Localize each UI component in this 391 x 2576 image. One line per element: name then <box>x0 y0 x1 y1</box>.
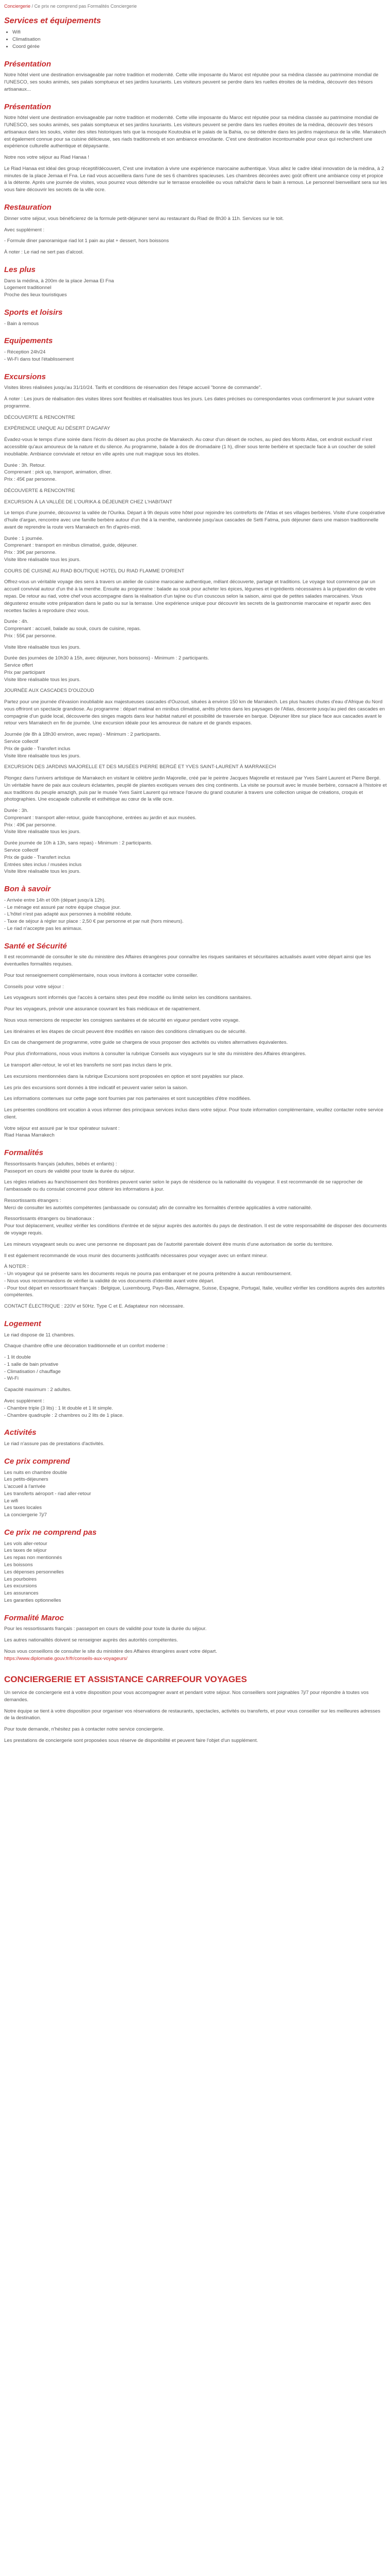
noncomprend-item: Les vols aller-retour <box>4 1540 47 1547</box>
sante-text: Pour plus d'informations, nous vous invitons à consulter la rubrique Conseils aux voyageurs sur le site du ministère des Affaires étrangères. <box>4 1051 306 1057</box>
bon-text: - Arrivée entre 14h et 00h (départ jusqu'à 12h). <box>4 897 106 903</box>
noncomprend-item: Les assurances <box>4 1590 39 1597</box>
services-list <box>12 29 387 50</box>
formalites-text: Ressortissants étrangers ou binationaux : <box>4 1216 94 1222</box>
excursion3-text: Durée journée de 10h à 13h, sans repas) - Minimum : 2 participants. <box>4 840 153 846</box>
formalites-text: Les règles relatives au franchissement des frontières peuvent varier selon le pays de résidence ou la nationalité du voyageur. Il est recommandé de se rapprocher de l'ambassade ou du consulat concerné pour obtenir les informations à jour. <box>4 1179 363 1193</box>
comprend-title: Ce prix comprend <box>4 1456 70 1466</box>
formalite-maroc-text: Nous vous conseillons de consulter le site du ministère des Affaires étrangères avant votre départ. <box>4 1648 217 1654</box>
presentation-section-2 <box>4 101 387 194</box>
sante-text: En cas de changement de programme, votre guide se chargera de vous proposer des activités ou visites alternatives équivalentes. <box>4 1040 288 1046</box>
nota-text: Riad Hanaa Marrakech <box>4 1132 55 1139</box>
excursions-text: DÉCOUVERTE & RENCONTRE <box>4 414 75 420</box>
presentation-title-1: Présentation <box>4 59 51 69</box>
restauration-section <box>4 202 387 256</box>
comprend-item: Les nuits en chambre double <box>4 1469 67 1476</box>
excursion3-text: Comprenant : transport aller-retour, guide francophone, entrées au jardin et aux musées. <box>4 815 197 821</box>
cours-text: Visite libre réalisable tous les jours. <box>4 676 81 683</box>
restauration-text: Dinner votre séjour, vous bénéficierez de la formule petit-déjeuner servi au restaurant du Riad de 8h30 à 11h. Services sur le toit. <box>4 215 284 222</box>
agafay-text: JOURNÉE AUX CASCADES D'OUZOUD <box>4 688 94 694</box>
formalites-text: Les mineurs voyageant seuls ou avec une personne ne disposant pas de l'autorité parentale doivent être munis d'une autorisation de sortie du territoire. <box>4 1241 333 1247</box>
cours-text: COURS DE CUISINE AU RIAD BOUTIQUE HOTEL DU RIAD FLAMME D'ORIENT <box>4 568 185 574</box>
activites-text: Le riad n'assure pas de prestations d'activités. <box>4 1441 105 1447</box>
comprend-item: La conciergerie 7j/7 <box>4 1512 47 1518</box>
restauration-text: - Formule diner panoramique riad lot 1 pain au plat + dessert, hors boissons <box>4 238 169 244</box>
sante-title: Santé et Sécurité <box>4 941 67 951</box>
restauration-text: À noter : Le riad ne sert pas d'alcool. <box>4 249 84 256</box>
restauration-title: Restauration <box>4 202 52 212</box>
sante-text: Il est recommandé de consulter le site du ministère des Affaires étrangères pour connaître les risques sanitaires et sécuritaires actualisés avant votre départ ainsi que les éventuelles formalités requises. <box>4 954 371 968</box>
cours-text: Service offert <box>4 663 33 669</box>
excursions-text: Le temps d'une journée, découvrez la vallée de l'Ourika. Départ à 9h depuis votre hôtel pour rejoindre les contreforts de l'Atlas et ses villages berbères. Visite d'une coopérative d'huile d'argan, rencontre avec une famille berbère autour d'un thé à la menthe, randonnée jusqu'aux cascades de Setti Fatma, puis déjeuner dans une maison traditionnelle avant de reprendre la route vers Marrakech en fin d'après-midi. <box>4 510 385 530</box>
noncomprend-item: Les dépenses personnelles <box>4 1569 64 1575</box>
excursions-text: EXPÉRIENCE UNIQUE AU DÉSERT D'AGAFAY <box>4 426 110 432</box>
services-title: Services et équipements <box>4 16 101 26</box>
noncomprend-title: Ce prix ne comprend pas <box>4 1528 97 1537</box>
logement-text: - Chambre quadruple : 2 chambres ou 2 lits de 1 place. <box>4 1412 124 1418</box>
excursion3-text: Entrées sites inclus / musées inclus <box>4 861 82 868</box>
excursions-text: Prix : 45€ par personne. <box>4 477 57 483</box>
activites-title: Activités <box>4 1428 37 1437</box>
agafay-text: Journée (de 8h à 18h30 environ, avec repas) - Minimum : 2 participants. <box>4 732 161 738</box>
sante-text: Les itinéraires et les étapes de circuit peuvent être modifiés en raison des conditions climatiques ou de sécurité. <box>4 1028 247 1035</box>
excursions-text: Durée : 1 journée. <box>4 535 44 541</box>
formalites-text: Pour tout déplacement, veuillez vérifier les conditions d'entrée et de séjour auprès des autorités du pays de destination. Il est de votre responsabilité de disposer des documents de voyage requis. <box>4 1223 387 1236</box>
conciergerie-text: Notre équipe se tient à votre disposition pour organiser vos réservations de restaurants, spectacles, activités ou transferts, et pour vous conseiller sur les meilleures adresses de la destination. <box>4 1708 381 1721</box>
logement-section <box>4 1318 387 1419</box>
agafay-text: Partez pour une journée d'évasion inoubliable aux majestueuses cascades d'Ouzoud, situées à environ 150 km de Marrakech. Les plus hautes chutes d'eau d'Afrique du Nord vous offriront un spectacle grandiose. Au programme : départ matinal en minibus climatisé, arrêts photos dans les paysages de l'Atlas, descente jusqu'au pied des cascades en compagnie d'un guide local, découverte des singes magots dans leur habitat naturel et possibilité de traversée en barque. Déjeuner libre sur place face aux cascades avant le retour vers Marrakech en fin de journée. Une excursion idéale pour les amoureux de nature et de grands espaces. <box>4 699 385 726</box>
noncomprend-section <box>4 1527 387 1604</box>
noncomprend-item: Les repas non mentionnés <box>4 1555 62 1561</box>
sante-section <box>4 941 387 1058</box>
conciergerie-section <box>4 1673 387 1744</box>
equipements-section <box>4 335 387 363</box>
bon-title: Bon à savoir <box>4 885 51 894</box>
formalites-text: Passeport en cours de validité pour toute la durée du séjour. <box>4 1168 135 1174</box>
excursions-text: Durée : 3h. Retour. <box>4 462 46 468</box>
formalites-title: Formalités <box>4 1148 43 1158</box>
service-item-climatisation: • Climatisation <box>12 36 387 43</box>
logement-text: Avec supplément : <box>4 1398 44 1404</box>
presentation-section-1 <box>4 59 387 93</box>
breadcrumb-separator: / <box>30 4 35 9</box>
excursions-text: Comprenant : transport en minibus climatisé, guide, déjeuner. <box>4 543 138 549</box>
presentation-text: Notre hôtel vient une destination envisageable par notre tradition et modernité. Cette ville imposante du Maroc est réputée pour sa médina classée au patrimoine mondial de l'UNESCO, ses souks animés, ses palais somptueux et ses jardins luxuriants. Les visiteurs peuvent se perdre dans les ruelles étroites de la médina, découvrir des trésors artisanaux dans les souks, visiter des sites historiques tels que la mosquée Koutoubia et le palais de la Bahia, ou se détendre dans les jardins majestueux de la ville. Marrakech est également connue pour sa cuisine délicieuse, ses riads traditionnels et son ambiance envoûtante. C'est une destination incontournable pour ceux qui recherchent une expérience culturelle authentique et dépaysante. <box>4 115 386 149</box>
excursion3-text: Durée : 3h. <box>4 808 28 814</box>
comprend-section <box>4 1456 387 1519</box>
comprend-item: Le wifi <box>4 1498 18 1504</box>
plus-text: Logement traditionnel <box>4 285 52 291</box>
breadcrumb <box>4 3 387 10</box>
excursion3-text: Prix de guide - Transfert inclus <box>4 854 71 860</box>
sports-title: Sports et loisirs <box>4 308 63 317</box>
agafay-section <box>4 687 387 759</box>
excursion3-text: Visite libre réalisable tous les jours. <box>4 829 81 835</box>
sante-text: Pour les voyageurs, prévoir une assurance couvrant les frais médicaux et de rapatriement. <box>4 1006 201 1012</box>
conciergerie-text: Un service de conciergerie est à votre disposition pour vous accompagner avant et pendant votre séjour. Nos conseillers sont joignables 7j/7 pour répondre à toutes vos demandes. <box>4 1690 369 1703</box>
excursions-text: À noter : Les jours de réalisation des visites libres sont flexibles et réalisables tous les jours. Les dates précises ou correspondantes vous confirmeront le jour suivant votre programme. <box>4 396 374 409</box>
noncomprend-item: Les taxes de séjour <box>4 1548 47 1554</box>
services-section <box>4 15 387 50</box>
breadcrumb-current: Ce prix ne comprend pas Formalités Conciergerie <box>34 4 137 9</box>
plus-text: Dans la médina, à 200m de la place Jemaa El Fna <box>4 278 114 284</box>
bon-text: - Le riad n'accepte pas les animaux. <box>4 925 83 931</box>
bon-section <box>4 884 387 933</box>
excursion3-text: Visite libre réalisable tous les jours. <box>4 869 81 875</box>
logement-text: - 1 lit double <box>4 1354 31 1361</box>
noncomprend-item: Les pourboires <box>4 1576 37 1582</box>
plus-text: Proche des lieux touristiques <box>4 292 67 298</box>
nota-text: Le transport aller-retour, le vol et les transferts ne sont pas inclus dans le prix. <box>4 1062 173 1069</box>
logement-text: - Wi-Fi <box>4 1376 19 1382</box>
cours-text: Durée des journées de 10h30 à 15h, avec déjeuner, hors boissons) - Minimum : 2 participants. <box>4 655 209 662</box>
logement-text: - Climatisation / chauffage <box>4 1368 61 1375</box>
cours-text: Visite libre réalisable tous les jours. <box>4 644 81 650</box>
excursion3-text: Plongez dans l'univers artistique de Marrakech en visitant le célèbre jardin Majorelle, créé par le peintre Jacques Majorelle et restauré par Yves Saint Laurent et Pierre Bergé. Un véritable havre de paix aux couleurs éclatantes, peuplé de plantes exotiques venues des cinq continents. La visite se poursuit avec le musée berbère, consacré à l'histoire et aux traditions du peuple amazigh, puis par le musée Yves Saint Laurent qui retrace l'œuvre du grand couturier à travers une collection unique de créations, croquis et photographies. Une escapade culturelle et esthétique au cœur de la ville ocre. <box>4 775 387 803</box>
logement-text: - Chambre triple (3 lits) : 1 lit double et 1 lit simple. <box>4 1405 113 1411</box>
bon-text: - Le ménage est assuré par notre équipe chaque jour. <box>4 904 121 910</box>
excursion3-text: EXCURSION DES JARDINS MAJORELLE ET DES MUSÉES PIERRE BERGÉ ET YVES SAINT-LAURENT À MARRAKECH <box>4 764 276 770</box>
excursion3-text: Prix : 49€ par personne. <box>4 822 57 828</box>
formalite-maroc-text: Les autres nationalités doivent se renseigner auprès des autorités compétentes. <box>4 1637 178 1643</box>
agafay-text: Prix de guide - Transfert inclus <box>4 745 71 752</box>
service-item-coord: • Coord gérée <box>12 43 387 50</box>
bon-text: - L'hôtel n'est pas adapté aux personnes à mobilité réduite. <box>4 911 133 918</box>
excursions-text: EXCURSION À LA VALLÉE DE L'OURIKA & DÉJEUNER CHEZ L'HABITANT <box>4 499 172 505</box>
logement-text: - 1 salle de bain privative <box>4 1361 59 1367</box>
excursions-text: DÉCOUVERTE & RENCONTRE <box>4 487 75 494</box>
logement-title: Logement <box>4 1319 41 1328</box>
nota-text: Les présentes conditions ont vocation à vous informer des principaux services inclus dans votre séjour. Pour toute information complémentaire, veuillez contacter notre service client. <box>4 1107 384 1120</box>
cours-text: Prix par participant <box>4 669 45 675</box>
plus-section <box>4 264 387 299</box>
cours-text: Prix : 55€ par personne. <box>4 633 57 639</box>
excursions-text: Prix : 39€ par personne. <box>4 550 57 556</box>
noncomprend-item: Les boissons <box>4 1562 33 1568</box>
nota-section <box>4 1062 387 1139</box>
sante-text: Pour tout renseignement complémentaire, nous vous invitons à contacter votre conseiller. <box>4 972 198 978</box>
equipements-text: - Wi-Fi dans tout l'établissement <box>4 356 74 362</box>
logement-text: Capacité maximum : 2 adultes. <box>4 1387 72 1393</box>
comprend-item: Les petits-déjeuners <box>4 1477 48 1483</box>
service-item-wifi: • Wifi <box>12 29 387 36</box>
nota-text: Les informations contenues sur cette page sont fournies par nos partenaires et sont susceptibles d'être modifiées. <box>4 1096 251 1102</box>
agafay-text: Service collectif <box>4 739 38 745</box>
excursions-title: Excursions <box>4 372 46 381</box>
nota-text: Les excursions mentionnées dans la rubrique Excursions sont proposées en option et sont payables sur place. <box>4 1073 245 1079</box>
noncomprend-item: Les garanties optionnelles <box>4 1597 61 1603</box>
formalites-text: Merci de consulter les autorités compétentes (ambassade ou consulat) afin de connaître les formalités d'entrée applicables à votre nationalité. <box>4 1205 312 1211</box>
agafay-text: Visite libre réalisable tous les jours. <box>4 753 81 759</box>
cours-text: Comprenant : accueil, balade au souk, cours de cuisine, repas. <box>4 626 141 632</box>
cours-section <box>4 568 387 684</box>
breadcrumb-home-link[interactable]: Conciergerie <box>4 4 31 9</box>
nota-text: Votre séjour est assuré par le tour opérateur suivant : <box>4 1125 120 1131</box>
cours-text: Durée : 4h. <box>4 619 28 625</box>
conciergerie-text: Les prestations de conciergerie sont proposées sous réserve de disponibilité et peuvent faire l'objet d'un supplément. <box>4 1737 258 1743</box>
comprend-item: L'accueil à l'arrivée <box>4 1484 46 1490</box>
conciergerie-text: Pour toute demande, n'hésitez pas à contacter notre service conciergerie. <box>4 1726 165 1733</box>
presentation-title-2: Présentation <box>4 102 51 111</box>
noncomprend-item: Les excursions <box>4 1583 37 1589</box>
formalites-text: Ressortissants français (adultes, bébés et enfants) : <box>4 1161 117 1167</box>
sports-section <box>4 307 387 328</box>
formalite-maroc-text: Pour les ressortissants français : passeport en cours de validité pour toute la durée du séjour. <box>4 1626 207 1632</box>
formalites-text: - Nous vous recommandons de vérifier la validité de vos documents d'identité avant votre départ. <box>4 1278 215 1284</box>
sante-text: Conseils pour votre séjour : <box>4 984 64 990</box>
sante-text: Nous vous remercions de respecter les consignes sanitaires et de sécurité en vigueur pendant votre voyage. <box>4 1017 240 1023</box>
excursions-section <box>4 371 387 564</box>
presentation-text: Notre nos votre séjour au Riad Hanaa ! <box>4 155 89 161</box>
formalites-section <box>4 1147 387 1310</box>
comprend-item: Les transferts aéroport - riad aller-retour <box>4 1490 91 1497</box>
diplomatie-link[interactable]: https://www.diplomatie.gouv.fr/fr/conseils-aux-voyageurs/ <box>4 1655 128 1662</box>
formalites-text: Ressortissants étrangers : <box>4 1197 61 1204</box>
formalite-maroc-title: Formalité Maroc <box>4 1613 64 1622</box>
formalites-text: - Pour tout départ en ressortissant français : Belgique, Luxembourg, Pays-Bas, Allemagne, Suisse, Espagne, Portugal, Italie, veuillez vérifier les conditions auprès des autorités compétentes. <box>4 1285 385 1298</box>
comprend-item: Les taxes locales <box>4 1505 42 1511</box>
excursions-text: Visites libres réalisées jusqu'au 31/10/24. Tarifs et conditions de réservation des l'étape accueil "bonne de commande". <box>4 385 262 391</box>
excursions-text: Visite libre réalisable tous les jours. <box>4 556 81 563</box>
nota-text: Les prix des excursions sont donnés à titre indicatif et peuvent varier selon la saison. <box>4 1084 188 1091</box>
presentation-text-1: Notre hôtel vient une destination envisageable par notre tradition et modernité. Cette ville imposante du Maroc est réputée pour sa médina classée au patrimoine mondial de l'UNESCO, ses souks animés, ses palais somptueux et ses jardins luxuriants. Les visiteurs peuvent se perdre dans les ruelles étroites de la médina, découvrir des trésors artisanaux... <box>4 72 379 92</box>
bon-text: - Taxe de séjour à régler sur place : 2,50 € par personne et par nuit (hors mineurs). <box>4 919 184 925</box>
presentation-text: Le Riad Hanaa est idéal des group réceptif/découvert, C'est une invitation à vivre une expérience marocaine authentique. Vous allez le cadre idéal innovation de la médina, à 2 minutes de la place Jemaa el Fna. Le riad vous accueillera dans l'une de ses 6 chambres spacieuses. Les chambres décorées avec goût offrent une ambiance cosy et propice à la détente. Après une journée de visites, vous pourrez vous détendre sur le terrasse ensoleillée ou vous rafraîchir dans le bain à remous. Le personnel bienveillant sera sur les vous faire découvrir les secrets de la ville ocre. <box>4 165 387 193</box>
equipements-title: Equipements <box>4 336 53 346</box>
sports-text: - Bain à remous <box>4 320 39 327</box>
excursions-text: Évadez-vous le temps d'une soirée dans l'écrin du désert au plus proche de Marrakech. Au cœur d'un désert de roches, au pied des Monts Atlas, cet endroit exclusif n'est accessible qu'aux amoureux de la nature et du silence. Au programme, balade à dos de dromadaire (1 h), dîner sous tente berbère et spectacle face à un coucher de soleil inoubliable. Ambiance conviviale et retour en ville après une nuit magique sous les étoiles. <box>4 437 376 457</box>
conciergerie-title: CONCIERGERIE ET ASSISTANCE CARREFOUR VOYAGES <box>4 1674 247 1685</box>
plus-title: Les plus <box>4 265 36 274</box>
formalites-text: Il est également recommandé de vous munir des documents justificatifs nécessaires pour voyager avec un enfant mineur. <box>4 1252 268 1259</box>
formalite-maroc-section <box>4 1613 387 1663</box>
excursion3-section <box>4 764 387 875</box>
activites-section <box>4 1427 387 1448</box>
formalites-text: - Un voyageur qui se présente sans les documents requis ne pourra pas embarquer et ne pourra prétendre à aucun remboursement. <box>4 1271 292 1277</box>
cours-text: Offrez-vous un véritable voyage des sens à travers un atelier de cuisine marocaine authentique, mêlant découverte, partage et traditions. Le voyage tout commence par un accueil convivial autour d'un thé à la menthe. Ensuite au programme : balade au souk pour acheter les épices, légumes et ingrédients nécessaires à la préparation de votre repas. De retour au riad, votre chef vous accompagne dans la réalisation d'un tajine ou d'un couscous selon la saison, ainsi que de petites salades marocaines. Vous dégusterez ensuite votre préparation dans le patio ou sur la terrasse. Une expérience unique pour découvrir les secrets de la gastronomie marocaine et repartir avec des recettes faciles à reproduire chez vous. <box>4 579 377 614</box>
excursion3-text: Service collectif <box>4 847 38 853</box>
logement-text: Le riad dispose de 11 chambres. <box>4 1332 75 1338</box>
formalites-text: À NOTER : <box>4 1264 29 1270</box>
excursions-text: Comprenant : pick up, transport, animation, dîner. <box>4 469 112 476</box>
equipements-text: - Réception 24h/24 <box>4 349 46 355</box>
restauration-text: Avec supplément : <box>4 227 44 233</box>
sante-text: Les voyageurs sont informés que l'accès à certains sites peut être modifié ou limité selon les conditions sanitaires. <box>4 995 252 1001</box>
formalites-text: CONTACT ÉLECTRIQUE : 220V et 50Hz. Type C et E. Adaptateur non nécessaire. <box>4 1303 185 1310</box>
logement-text: Chaque chambre offre une décoration traditionnelle et un confort moderne : <box>4 1343 168 1349</box>
